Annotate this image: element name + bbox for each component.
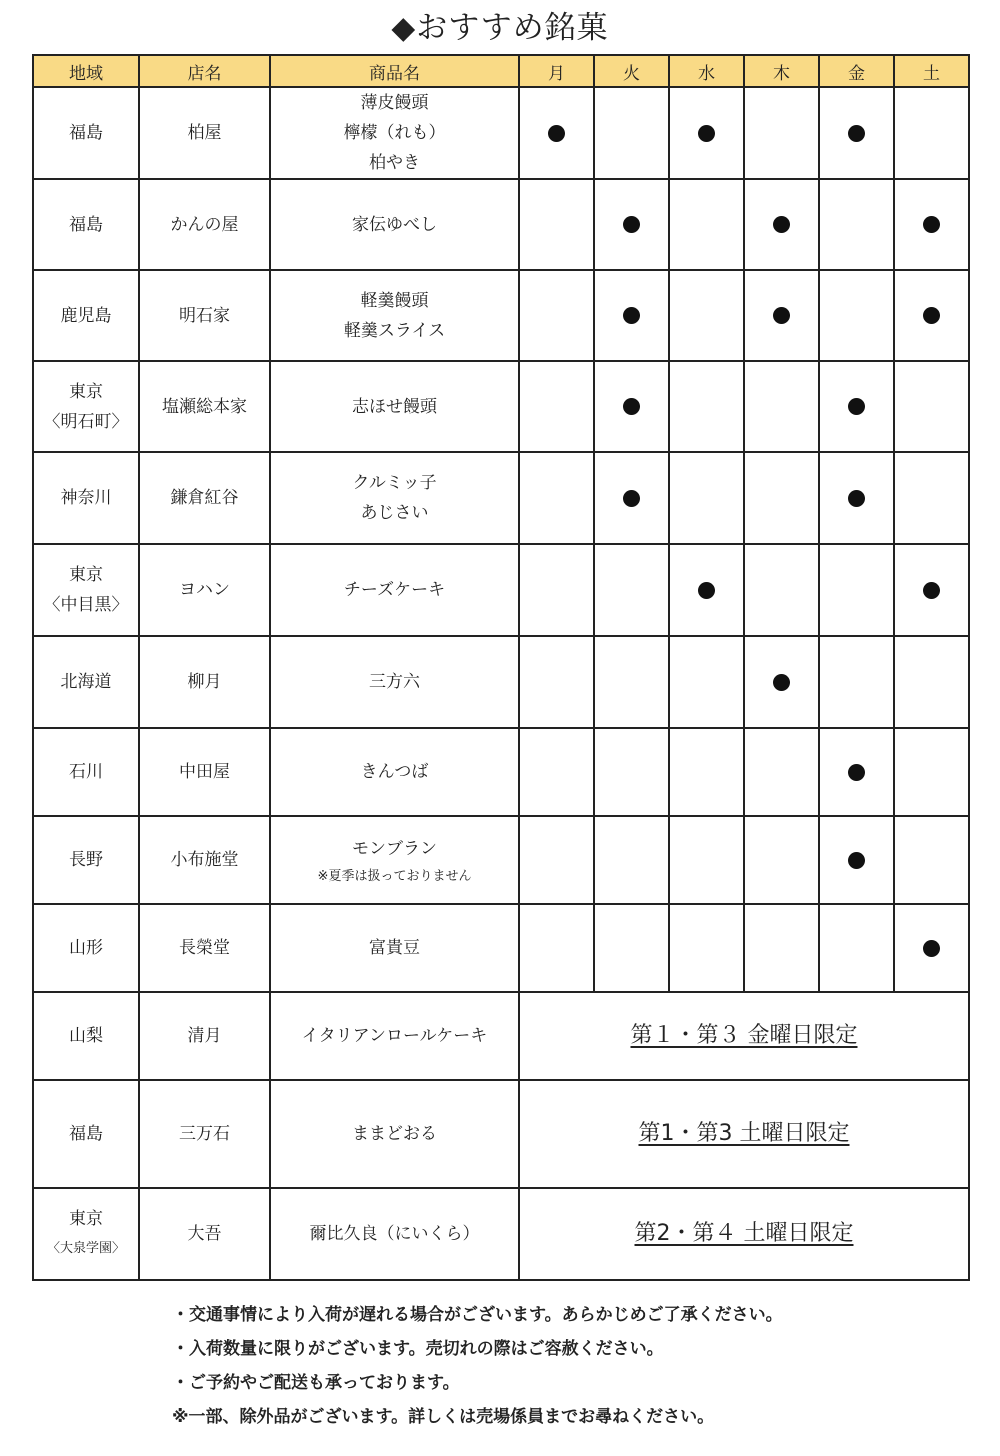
cell-day-fri bbox=[819, 179, 894, 270]
product-name: イタリアンロールケーキ bbox=[301, 1026, 488, 1046]
limited-schedule-text: 第2・第４ 土曜日限定 bbox=[634, 1220, 854, 1246]
product-name: 檸檬（れも） bbox=[343, 123, 446, 143]
note-line: ※一部、除外品がございます。詳しくは売場係員までお尋ねください。 bbox=[172, 1407, 715, 1427]
cell-day-mon bbox=[519, 728, 594, 816]
cell-shop: 柳月 bbox=[139, 636, 270, 728]
table-header-row bbox=[33, 55, 969, 87]
cell-day-mon bbox=[519, 904, 594, 992]
cell-limited-schedule bbox=[519, 992, 969, 1080]
cell-day-tue bbox=[594, 728, 669, 816]
cell-day-mon bbox=[519, 544, 594, 636]
cell-product bbox=[270, 270, 519, 361]
cell-day-thu bbox=[744, 179, 819, 270]
table-row bbox=[33, 544, 969, 636]
cell-shop: 鎌倉紅谷 bbox=[139, 452, 270, 544]
product-name: 爾比久良（にいくら） bbox=[309, 1224, 480, 1244]
cell-shop: 小布施堂 bbox=[139, 816, 270, 904]
cell-region bbox=[33, 636, 139, 728]
availability-dot-icon bbox=[623, 216, 640, 233]
cell-product bbox=[270, 636, 519, 728]
cell-day-thu bbox=[744, 452, 819, 544]
cell-region bbox=[33, 1080, 139, 1188]
cell-day-fri bbox=[819, 636, 894, 728]
product-name: ままどおる bbox=[352, 1124, 437, 1144]
notes bbox=[172, 1298, 972, 1434]
note-line: ・ご予約やご配送も承っております。 bbox=[172, 1373, 460, 1393]
cell-day-fri bbox=[819, 544, 894, 636]
cell-day-wed bbox=[669, 636, 744, 728]
cell-day-fri bbox=[819, 904, 894, 992]
cell-day-tue bbox=[594, 270, 669, 361]
region-text: 〈大泉学園〉 bbox=[46, 1241, 125, 1256]
table-row bbox=[33, 452, 969, 544]
cell-day-mon bbox=[519, 361, 594, 452]
cell-day-tue bbox=[594, 904, 669, 992]
region-text: 福島 bbox=[69, 1124, 103, 1144]
availability-dot-icon bbox=[848, 398, 865, 415]
cell-day-tue bbox=[594, 544, 669, 636]
region-text: 北海道 bbox=[60, 672, 112, 692]
table-row bbox=[33, 816, 969, 904]
cell-day-mon bbox=[519, 270, 594, 361]
cell-day-wed bbox=[669, 87, 744, 179]
cell-day-thu bbox=[744, 816, 819, 904]
cell-day-sat bbox=[894, 270, 969, 361]
availability-dot-icon bbox=[623, 307, 640, 324]
table-row bbox=[33, 1188, 969, 1280]
header-thu: 木 bbox=[744, 55, 819, 87]
cell-day-thu bbox=[744, 361, 819, 452]
cell-day-sat bbox=[894, 179, 969, 270]
table-row bbox=[33, 361, 969, 452]
cell-day-fri bbox=[819, 361, 894, 452]
cell-shop: 柏屋 bbox=[139, 87, 270, 179]
cell-day-fri bbox=[819, 270, 894, 361]
region-text: 東京 bbox=[69, 381, 103, 402]
cell-product bbox=[270, 728, 519, 816]
cell-day-thu bbox=[744, 636, 819, 728]
cell-day-sat bbox=[894, 452, 969, 544]
cell-region bbox=[33, 1188, 139, 1280]
region-text: 東京 bbox=[69, 1209, 103, 1229]
region-text: 鹿児島 bbox=[60, 305, 112, 326]
product-name: あじさい bbox=[360, 503, 429, 523]
cell-day-tue bbox=[594, 179, 669, 270]
region-text: 山形 bbox=[69, 938, 103, 958]
cell-day-wed bbox=[669, 452, 744, 544]
cell-region bbox=[33, 179, 139, 270]
availability-dot-icon bbox=[698, 582, 715, 599]
cell-day-sat bbox=[894, 544, 969, 636]
cell-product bbox=[270, 179, 519, 270]
limited-schedule-text: 第1・第3 土曜日限定 bbox=[638, 1120, 850, 1146]
cell-limited-schedule bbox=[519, 1188, 969, 1280]
availability-dot-icon bbox=[923, 940, 940, 957]
cell-region bbox=[33, 87, 139, 179]
product-name: モンブラン bbox=[352, 839, 437, 859]
region-text: 福島 bbox=[69, 123, 103, 143]
cell-day-tue bbox=[594, 452, 669, 544]
cell-shop: 清月 bbox=[139, 992, 270, 1080]
product-name: 軽羹饅頭 bbox=[360, 290, 429, 311]
table-row bbox=[33, 87, 969, 179]
cell-day-tue bbox=[594, 87, 669, 179]
product-name: チーズケーキ bbox=[343, 580, 446, 600]
header-shop: 店名 bbox=[139, 55, 270, 87]
header-fri: 金 bbox=[819, 55, 894, 87]
availability-dot-icon bbox=[923, 216, 940, 233]
note-line: ・入荷数量に限りがございます。売切れの際はご容赦ください。 bbox=[172, 1339, 664, 1359]
cell-day-tue bbox=[594, 816, 669, 904]
cell-day-fri bbox=[819, 728, 894, 816]
cell-day-sat bbox=[894, 904, 969, 992]
availability-dot-icon bbox=[548, 125, 565, 142]
cell-day-thu bbox=[744, 87, 819, 179]
cell-product bbox=[270, 816, 519, 904]
cell-day-thu bbox=[744, 728, 819, 816]
availability-dot-icon bbox=[848, 764, 865, 781]
region-text: 福島 bbox=[69, 214, 103, 235]
cell-region bbox=[33, 904, 139, 992]
cell-region bbox=[33, 992, 139, 1080]
cell-day-thu bbox=[744, 544, 819, 636]
cell-shop: 中田屋 bbox=[139, 728, 270, 816]
product-name: 薄皮饅頭 bbox=[360, 93, 429, 113]
availability-dot-icon bbox=[848, 125, 865, 142]
product-name: 三方六 bbox=[369, 672, 420, 692]
product-name: きんつば bbox=[360, 762, 429, 782]
cell-day-tue bbox=[594, 636, 669, 728]
cell-day-mon bbox=[519, 179, 594, 270]
table-row bbox=[33, 270, 969, 361]
region-text: 山梨 bbox=[69, 1026, 103, 1046]
cell-product bbox=[270, 544, 519, 636]
availability-dot-icon bbox=[773, 674, 790, 691]
product-name: 志ほせ饅頭 bbox=[352, 396, 437, 417]
table-row bbox=[33, 1080, 969, 1188]
cell-day-fri bbox=[819, 87, 894, 179]
cell-day-mon bbox=[519, 816, 594, 904]
cell-day-wed bbox=[669, 728, 744, 816]
cell-region bbox=[33, 544, 139, 636]
table-row bbox=[33, 904, 969, 992]
cell-region bbox=[33, 452, 139, 544]
cell-shop: 三万石 bbox=[139, 1080, 270, 1188]
availability-dot-icon bbox=[698, 125, 715, 142]
cell-day-sat bbox=[894, 816, 969, 904]
product-name: 柏やき bbox=[369, 153, 420, 173]
cell-day-thu bbox=[744, 904, 819, 992]
cell-shop: 塩瀬総本家 bbox=[139, 361, 270, 452]
cell-product bbox=[270, 452, 519, 544]
availability-dot-icon bbox=[623, 398, 640, 415]
cell-product bbox=[270, 992, 519, 1080]
cell-day-wed bbox=[669, 544, 744, 636]
region-text: 〈中目黒〉 bbox=[43, 595, 129, 615]
sweets-table bbox=[32, 54, 970, 1281]
availability-dot-icon bbox=[923, 582, 940, 599]
cell-day-wed bbox=[669, 816, 744, 904]
table-row bbox=[33, 728, 969, 816]
product-name: 家伝ゆべし bbox=[352, 214, 437, 235]
cell-shop: かんの屋 bbox=[139, 179, 270, 270]
cell-shop: 長榮堂 bbox=[139, 904, 270, 992]
availability-dot-icon bbox=[623, 490, 640, 507]
cell-day-tue bbox=[594, 361, 669, 452]
product-name: 富貴豆 bbox=[369, 938, 420, 958]
header-mon: 月 bbox=[519, 55, 594, 87]
cell-day-thu bbox=[744, 270, 819, 361]
cell-product bbox=[270, 1188, 519, 1280]
cell-product bbox=[270, 361, 519, 452]
cell-region bbox=[33, 361, 139, 452]
availability-dot-icon bbox=[773, 307, 790, 324]
cell-shop: 明石家 bbox=[139, 270, 270, 361]
availability-dot-icon bbox=[848, 852, 865, 869]
header-tue: 火 bbox=[594, 55, 669, 87]
cell-region bbox=[33, 816, 139, 904]
cell-day-fri bbox=[819, 452, 894, 544]
table-row bbox=[33, 992, 969, 1080]
region-text: 長野 bbox=[69, 850, 103, 870]
cell-day-mon bbox=[519, 452, 594, 544]
availability-dot-icon bbox=[773, 216, 790, 233]
cell-shop: 大吾 bbox=[139, 1188, 270, 1280]
title-text: ◆おすすめ銘菓 bbox=[391, 10, 609, 46]
region-text: 〈明石町〉 bbox=[43, 411, 129, 432]
cell-region bbox=[33, 270, 139, 361]
cell-day-wed bbox=[669, 361, 744, 452]
availability-dot-icon bbox=[923, 307, 940, 324]
region-text: 東京 bbox=[69, 565, 103, 585]
region-text: 石川 bbox=[69, 762, 103, 782]
cell-day-sat bbox=[894, 361, 969, 452]
table-body bbox=[33, 87, 969, 1280]
cell-day-wed bbox=[669, 270, 744, 361]
product-name: 軽羹スライス bbox=[343, 320, 446, 341]
header-region: 地域 bbox=[33, 55, 139, 87]
region-text: 神奈川 bbox=[60, 488, 112, 508]
cell-day-mon bbox=[519, 87, 594, 179]
cell-limited-schedule bbox=[519, 1080, 969, 1188]
cell-day-fri bbox=[819, 816, 894, 904]
cell-product bbox=[270, 87, 519, 179]
page-title bbox=[0, 6, 1000, 50]
header-product: 商品名 bbox=[270, 55, 519, 87]
header-sat: 土 bbox=[894, 55, 969, 87]
table-row bbox=[33, 636, 969, 728]
product-note: ※夏季は扱っておりません bbox=[317, 869, 472, 884]
limited-schedule-text: 第１・第３ 金曜日限定 bbox=[630, 1022, 858, 1048]
product-name: クルミッ子 bbox=[352, 473, 437, 493]
header-wed: 水 bbox=[669, 55, 744, 87]
cell-day-sat bbox=[894, 636, 969, 728]
cell-product bbox=[270, 1080, 519, 1188]
cell-shop: ヨハン bbox=[139, 544, 270, 636]
cell-day-sat bbox=[894, 87, 969, 179]
cell-day-sat bbox=[894, 728, 969, 816]
table-row bbox=[33, 179, 969, 270]
cell-day-wed bbox=[669, 179, 744, 270]
note-line: ・交通事情により入荷が遅れる場合がございます。あらかじめご了承ください。 bbox=[172, 1305, 783, 1325]
cell-day-wed bbox=[669, 904, 744, 992]
cell-region bbox=[33, 728, 139, 816]
cell-product bbox=[270, 904, 519, 992]
cell-day-mon bbox=[519, 636, 594, 728]
availability-dot-icon bbox=[848, 490, 865, 507]
